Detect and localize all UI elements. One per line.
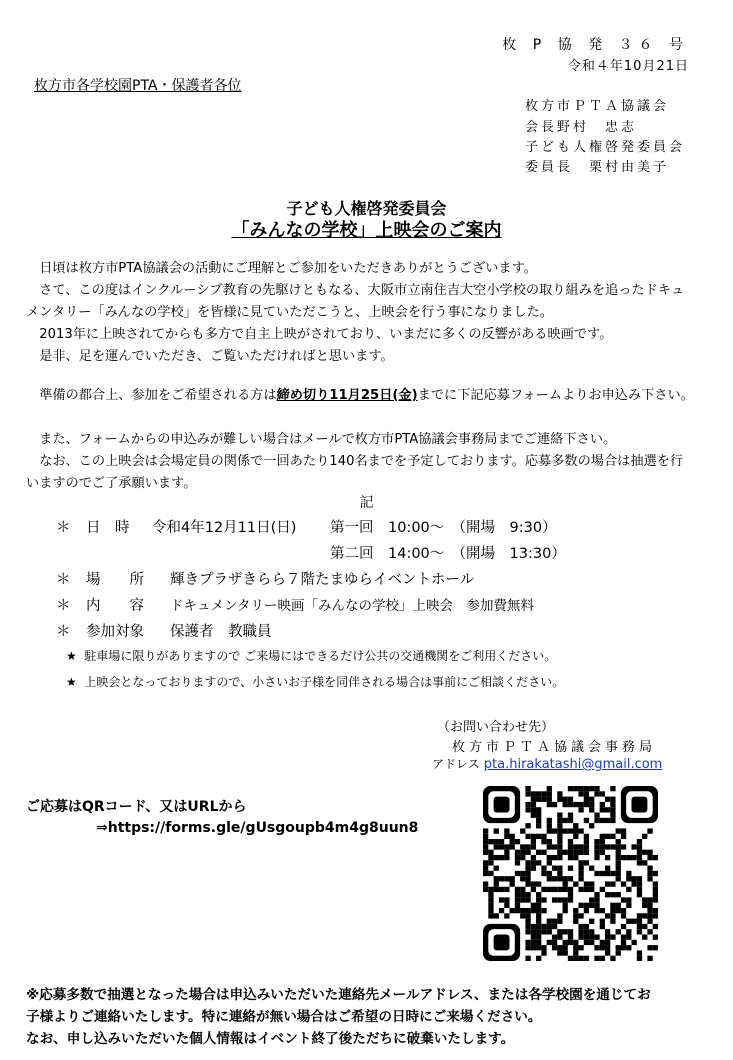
sender-committee: 子ども人権啓発委員会 <box>525 140 686 155</box>
contact-office: 枚方市ＰＴＡ協議会事務局 <box>452 740 657 755</box>
date-value: 令和4年12月11日(日) <box>152 520 297 536</box>
date-label: 日 時 <box>86 520 130 536</box>
content-label: 内 容 <box>86 598 144 614</box>
note-star-icon: ★ <box>66 649 77 663</box>
note-star-icon: ★ <box>66 675 77 689</box>
footer-note-2: 子様よりご連絡いたします。特に連絡が無い場合はご希望の日時にご来場ください。 <box>26 1009 542 1025</box>
bullet-star-icon: ＊ <box>56 598 71 614</box>
bullet-star-icon: ＊ <box>56 520 71 536</box>
addressee: 枚方市各学校園PTA・保護者各位 <box>34 78 242 94</box>
apply-instructions: ご応募はQRコード、又はURLから <box>26 799 247 815</box>
body-paragraph-6: また、フォームからの申込みが難しい場合はメールで枚方市PTA協議会事務局までご連絡下さい。 <box>39 432 617 447</box>
sender-president: 会長野村 忠志 <box>525 120 638 135</box>
body-paragraph-7: なお、この上映会は会場定員の関係で一回あたり140名までを予定しております。応募多数の場合は抽選を行いますのでご了承願います。 <box>26 454 684 491</box>
sender-organization: 枚方市ＰＴＡ協議会 <box>525 99 670 114</box>
page-title <box>0 216 733 242</box>
note-2 <box>66 673 564 690</box>
place-value: 輝きプラザきらら７階たまゆらイベントホール <box>170 572 475 588</box>
sender-chair: 委員長 栗村由美子 <box>525 160 670 175</box>
contact-address <box>432 755 662 772</box>
content-value: ドキュメンタリー映画「みんなの学校」上映会 参加費無料 <box>170 598 534 614</box>
body-paragraph-4: 是非、足を運んでいただき、ご覧いただければと思います。 <box>39 349 394 364</box>
target-value: 保護者 教職員 <box>170 624 272 640</box>
bullet-star-icon: ＊ <box>56 624 71 640</box>
session-1: 第一回 10:00～ （開場 9:30） <box>330 520 557 536</box>
deadline-intro: 準備の都合上、参加をご希望される方は <box>39 388 277 403</box>
session-2: 第二回 14:00～ （開場 13:30） <box>330 546 566 562</box>
footer-note-3: なお、申し込みいただいた個人情報はイベント終了後ただちに破棄いたします。 <box>26 1031 515 1047</box>
target-label: 参加対象 <box>86 624 144 640</box>
ki-heading: 記 <box>359 495 374 511</box>
body-paragraph-5 <box>26 385 694 407</box>
place-label: 場 所 <box>86 572 144 588</box>
title-committee: 子ども人権啓発委員会 <box>286 199 447 218</box>
note-1-text: 駐車場に限りがありますので ご来場にはできるだけ公共の交通機関をご利用ください。 <box>84 649 557 663</box>
document-number: 枚 P 協 発 ３６ 号 <box>502 37 689 53</box>
document-date: 令和４年10月21日 <box>567 59 689 74</box>
deadline-outro: までに下記応募フォームよりお申込み下さい。 <box>417 388 694 403</box>
apply-url-link[interactable]: ⇒https://forms.gle/gUsgoupb4m4g8uun8 <box>96 820 419 836</box>
address-label: アドレス <box>432 757 480 771</box>
deadline-highlight: 締め切り11月25日(金) <box>276 388 418 403</box>
note-1 <box>66 647 556 664</box>
body-paragraph-3: 2013年に上映されてからも多方で自主上映がされており、いまだに多くの反響がある映画です。 <box>39 327 613 342</box>
note-2-text: 上映会となっておりますので、小さいお子様を同伴される場合は事前にご相談ください。 <box>84 675 565 689</box>
contact-email-link[interactable]: pta.hirakatashi@gmail.com <box>483 757 663 772</box>
body-paragraph-1: 日頃は枚方市PTA協議会の活動にご理解とご参加をいただきありがとうございます。 <box>39 261 537 276</box>
qr-code[interactable] <box>483 786 658 961</box>
page-title-text: 「みんなの学校」上映会のご案内 <box>231 220 502 241</box>
contact-heading: （お問い合わせ先） <box>437 720 555 735</box>
footer-note-1: ※応募多数で抽選となった場合は申込みいただいた連絡先メールアドレス、または各学校園を通じてお <box>26 987 651 1003</box>
bullet-star-icon: ＊ <box>56 572 71 588</box>
body-paragraph-2: さて、この度はインクルーシブ教育の先駆けともなる、大阪市立南住吉大空小学校の取り組みを追ったドキュメンタリー「みんなの学校」を皆様に見ていただこうと、上映会を行う事になりました。 <box>26 283 685 320</box>
